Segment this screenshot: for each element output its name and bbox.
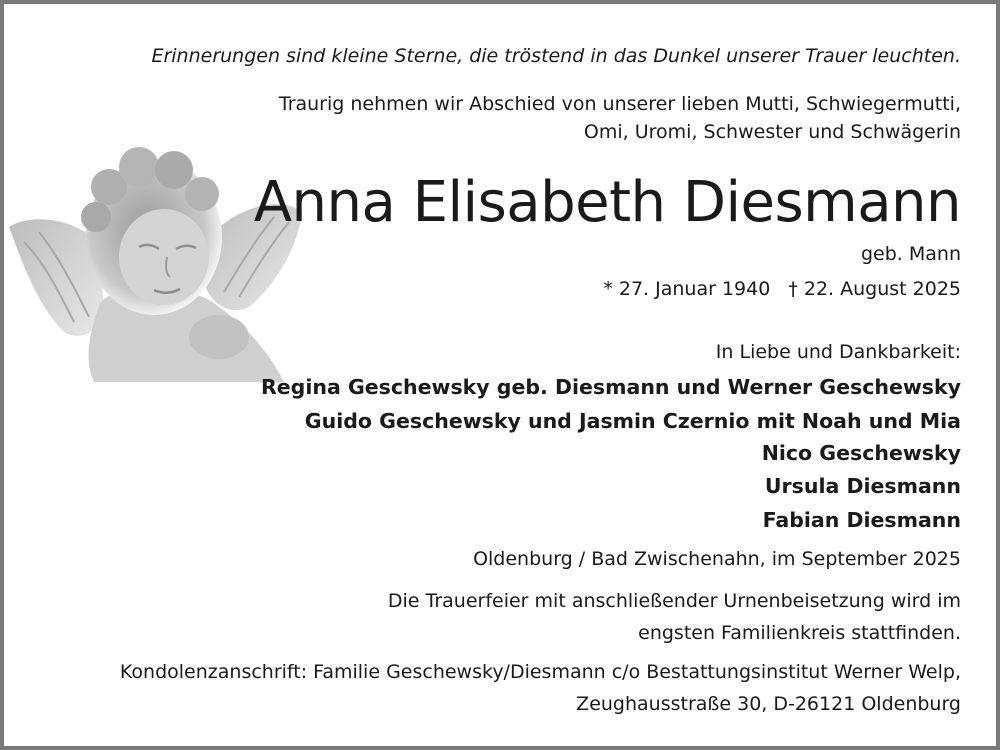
funeral-note-line-2: engsten Familienkreis stattfinden.: [638, 622, 961, 644]
motto-quote: Erinnerungen sind kleine Sterne, die tröstend in das Dunkel unserer Trauer leuchten.: [151, 45, 961, 67]
family-member: Nico Geschewsky: [761, 441, 961, 465]
funeral-note-line-1: Die Trauerfeier mit anschließender Urnenbeisetzung wird im: [387, 590, 961, 612]
family-member: Guido Geschewsky und Jasmin Czernio mit Noah und Mia: [304, 409, 961, 433]
condolence-address-line-2: Zeughausstraße 30, D-26121 Oldenburg: [576, 693, 961, 715]
condolence-address-line-1: Kondolenzanschrift: Familie Geschewsky/Diesmann c/o Bestattungsinstitut Werner Welp,: [119, 661, 961, 683]
family-member: Fabian Diesmann: [762, 508, 961, 532]
family-member: Ursula Diesmann: [764, 474, 961, 498]
life-dates: [603, 277, 961, 301]
place-date: Oldenburg / Bad Zwischenahn, im September 2025: [473, 548, 961, 570]
birth-date: * 27. Januar 1940: [603, 278, 771, 300]
family-member: Regina Geschewsky geb. Diesmann und Werner Geschewsky: [260, 375, 961, 399]
deceased-name: Anna Elisabeth Diesmann: [253, 170, 961, 235]
born-name: geb. Mann: [860, 243, 961, 265]
intro-line-1: Traurig nehmen wir Abschied von unserer lieben Mutti, Schwiegermutti,: [278, 93, 961, 115]
intro-line-2: Omi, Uromi, Schwester und Schwägerin: [583, 121, 961, 143]
love-heading: In Liebe und Dankbarkeit:: [715, 341, 961, 363]
death-date: † 22. August 2025: [788, 278, 961, 300]
